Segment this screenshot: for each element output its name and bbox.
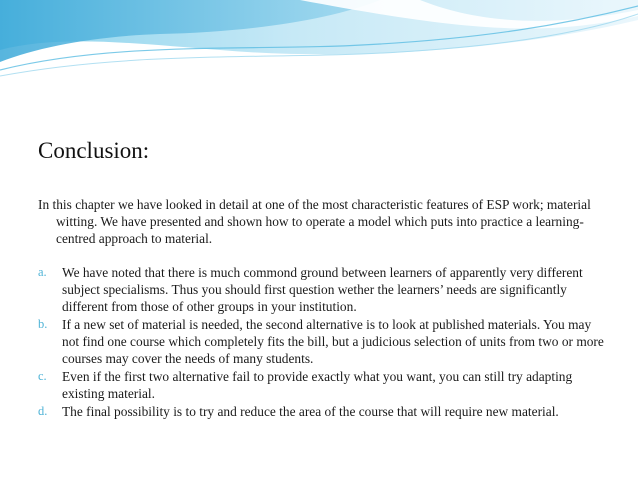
list-marker: b. [38, 317, 48, 331]
intro-paragraph: In this chapter we have looked in detail at one of the most characteristic features of ESP work; material witting. We have presented and shown how to operate a model which puts into practice a learning-centred approach to material. [38, 197, 591, 246]
list-item-text: If a new set of material is needed, the second alternative is to look at published materials. You may not find one course which completely fits the bill, but a judicious selection of units from two or more courses may cover the needs of many students. [62, 317, 604, 366]
list-marker: a. [38, 265, 47, 279]
list-marker: d. [38, 404, 48, 418]
list-item [38, 316, 604, 367]
list-item [38, 403, 604, 420]
list-item-text: Even if the first two alternative fail to provide exactly what you want, you can still try adapting existing material. [62, 369, 573, 401]
list-item [38, 368, 604, 402]
list-item-text: The final possibility is to try and reduce the area of the course that will require new material. [62, 404, 559, 419]
list-item-text: We have noted that there is much commond ground between learners of apparently very different subject specialisms. Thus you should first question wether the learners’ needs are significantly different from those of other groups in your institution. [62, 265, 583, 314]
list-marker: c. [38, 369, 47, 383]
slide-title: Conclusion: [38, 138, 150, 163]
conclusion-points-list [38, 264, 604, 421]
header-wave-decoration [0, 0, 638, 80]
list-item [38, 264, 604, 315]
